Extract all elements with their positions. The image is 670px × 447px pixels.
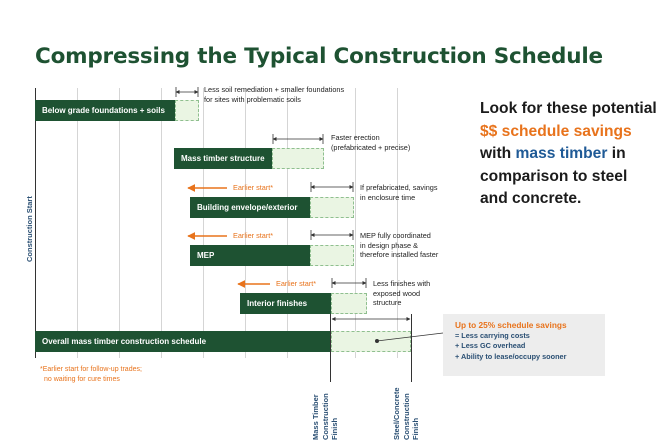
- note-interior: Less finishes with exposed wood structure: [373, 279, 431, 308]
- bar-below-grade: Below grade foundations + soils: [35, 100, 175, 121]
- note-envelope: If prefabricated, savings in enclosure time: [360, 183, 438, 202]
- footnote: *Earlier start for follow-up trades; no waiting for cure times: [40, 366, 142, 383]
- mass-timber-finish-label: Mass Timber Construction Finish: [311, 393, 339, 440]
- savings-line: + Less GC overhead: [455, 341, 526, 351]
- side-callout: Look for these potential $$ schedule savings with mass timber in comparison to steel and concrete.: [480, 100, 657, 207]
- note-below-grade: Less soil remediation + smaller foundations for sites with problematic soils: [204, 85, 345, 104]
- savings-line: = Less carrying costs: [455, 331, 530, 340]
- earlier-start-envelope: Earlier start*: [233, 183, 274, 192]
- savings-box: [443, 314, 605, 376]
- pointer-line: [377, 333, 443, 341]
- bar-mep: MEP: [190, 245, 310, 266]
- earlier-start-mep: Earlier start*: [233, 231, 274, 240]
- bar-overall: Overall mass timber construction schedule: [35, 331, 331, 352]
- steel-concrete-finish-label: Steel/Concrete Construction Finish: [392, 387, 420, 440]
- savings-heading: Up to 25% schedule savings: [455, 320, 567, 330]
- pointer-dot: [375, 339, 379, 343]
- construction-start-label: Construction Start: [25, 196, 34, 262]
- savings-line: + Ability to lease/occupy sooner: [455, 351, 567, 361]
- earlier-start-interior: Earlier start*: [276, 279, 317, 288]
- bar-interior: Interior finishes: [240, 293, 331, 314]
- page-title: Compressing the Typical Construction Schedule: [35, 44, 603, 69]
- bar-envelope: Building envelope/exterior: [190, 197, 310, 218]
- note-mass-timber: Faster erection (prefabricated + precise): [331, 133, 411, 152]
- bar-mass-timber: Mass timber structure: [174, 148, 272, 169]
- note-mep: MEP fully coordinated in design phase & therefore installed faster: [360, 231, 439, 260]
